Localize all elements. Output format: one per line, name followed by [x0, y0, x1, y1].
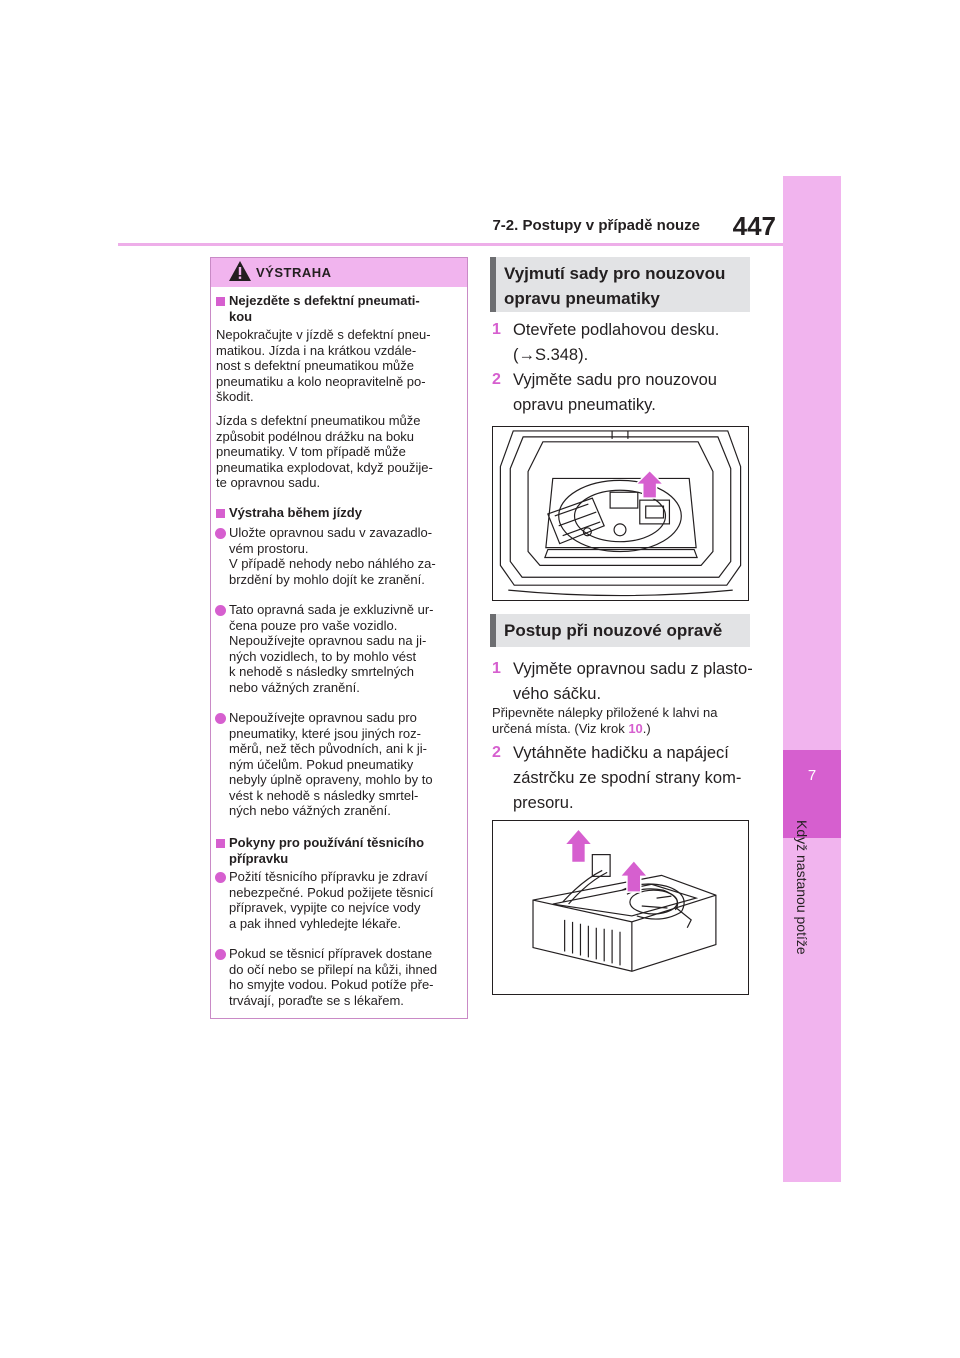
note-step-reference: 10 — [628, 720, 643, 736]
section-title: Postup při nouzové opravě — [504, 621, 723, 640]
step-text: Otevřete podlahovou desku. (→S.348). — [513, 321, 720, 364]
page-number: 447 — [732, 211, 776, 241]
warning-bullet: Pokud se těsnicí přípravek dostane do očí nebo se přilepí na kůži, ihned ho smyjte vodou. Pokud potíže pře- trvávají, poraďte se s lékařem. — [229, 946, 438, 1008]
warning-paragraph: Nepokračujte v jízdě s defektní pneu- matikou. Jízda i na krátkou vzdále- nost s defektní pneumatikou může pneumatiku a kolo neopravitelně po- škodit. — [216, 327, 431, 404]
round-bullet — [215, 605, 226, 616]
chapter-number: 7 — [807, 767, 817, 784]
section-title: Vyjmutí sady pro nouzovou opravu pneumatiky — [504, 264, 726, 308]
warning-title: VÝSTRAHA — [256, 265, 332, 280]
warning-bullet: Požití těsnicího přípravku je zdraví nebezpečné. Pokud požijete těsnicí přípravek, vypijte co nejvíce vody a pak ihned vyhledejte lékaře. — [229, 869, 434, 931]
header-rule — [118, 243, 783, 246]
chapter-side-tab — [783, 176, 841, 1182]
square-bullet — [216, 839, 225, 848]
figure-luggage-compartment — [492, 426, 749, 601]
warning-bullet: Tato opravná sada je exkluzivně ur- čena pouze pro vaše vozidlo. Nepoužívejte opravnou sadu na ji- ných vozidlech, to by mohlo vést k nehodě s následky smrtelných nebo vážných zranění. — [229, 602, 434, 695]
round-bullet — [215, 872, 226, 883]
square-bullet — [216, 297, 225, 306]
figure-compressor — [492, 820, 749, 995]
round-bullet — [215, 713, 226, 724]
square-bullet — [216, 509, 225, 518]
note-text: Připevněte nálepky přiložené k lahvi na určená místa. (Viz krok 10.) — [492, 705, 718, 736]
warning-bullet: Nepoužívejte opravnou sadu pro pneumatiky, které jsou jiných roz- měrů, než těch původních, ani k ji- ným účelům. Pokud pneumatiky nebyly úplně opraveny, mohlo by to vést k nehodě s následky smrtel- ných nebo vážných zranění. — [229, 710, 433, 818]
warning-heading-defective-tire: Nejezděte s defektní pneumati- kou — [229, 293, 420, 324]
step-number: 2 — [492, 744, 501, 761]
round-bullet — [215, 528, 226, 539]
warning-heading-sealant: Pokyny pro používání těsnicího přípravku — [229, 835, 425, 866]
step-number: 1 — [492, 321, 501, 338]
step-number: 2 — [492, 371, 501, 388]
section-heading-procedure — [490, 614, 750, 647]
section-heading-removal — [490, 257, 750, 312]
step-text: Vyjměte sadu pro nouzovou opravu pneumatiky. — [513, 371, 717, 414]
chapter-title: Když nastanou potíže — [794, 820, 810, 955]
step-number: 1 — [492, 660, 501, 677]
warning-paragraph: Jízda s defektní pneumatikou může způsobit podélnou drážku na boku pneumatiky. V tom případě může pneumatika explodovat, když použije- te opravnou sadu. — [216, 413, 433, 490]
step-text: Vytáhněte hadičku a napájecí zástrčku ze spodní strany kom- presoru. — [513, 744, 742, 812]
warning-heading-driving: Výstraha během jízdy — [229, 505, 362, 520]
step-text: Vyjměte opravnou sadu z plasto- vého sáčku. — [513, 660, 753, 703]
round-bullet — [215, 949, 226, 960]
running-header: 7-2. Postupy v případě nouze — [492, 217, 700, 234]
warning-triangle-icon — [228, 260, 252, 282]
warning-bullet: Uložte opravnou sadu v zavazadlo- vém prostoru. V případě nehody nebo náhlého za- brzdění by mohlo dojít ke zranění. — [229, 525, 436, 587]
